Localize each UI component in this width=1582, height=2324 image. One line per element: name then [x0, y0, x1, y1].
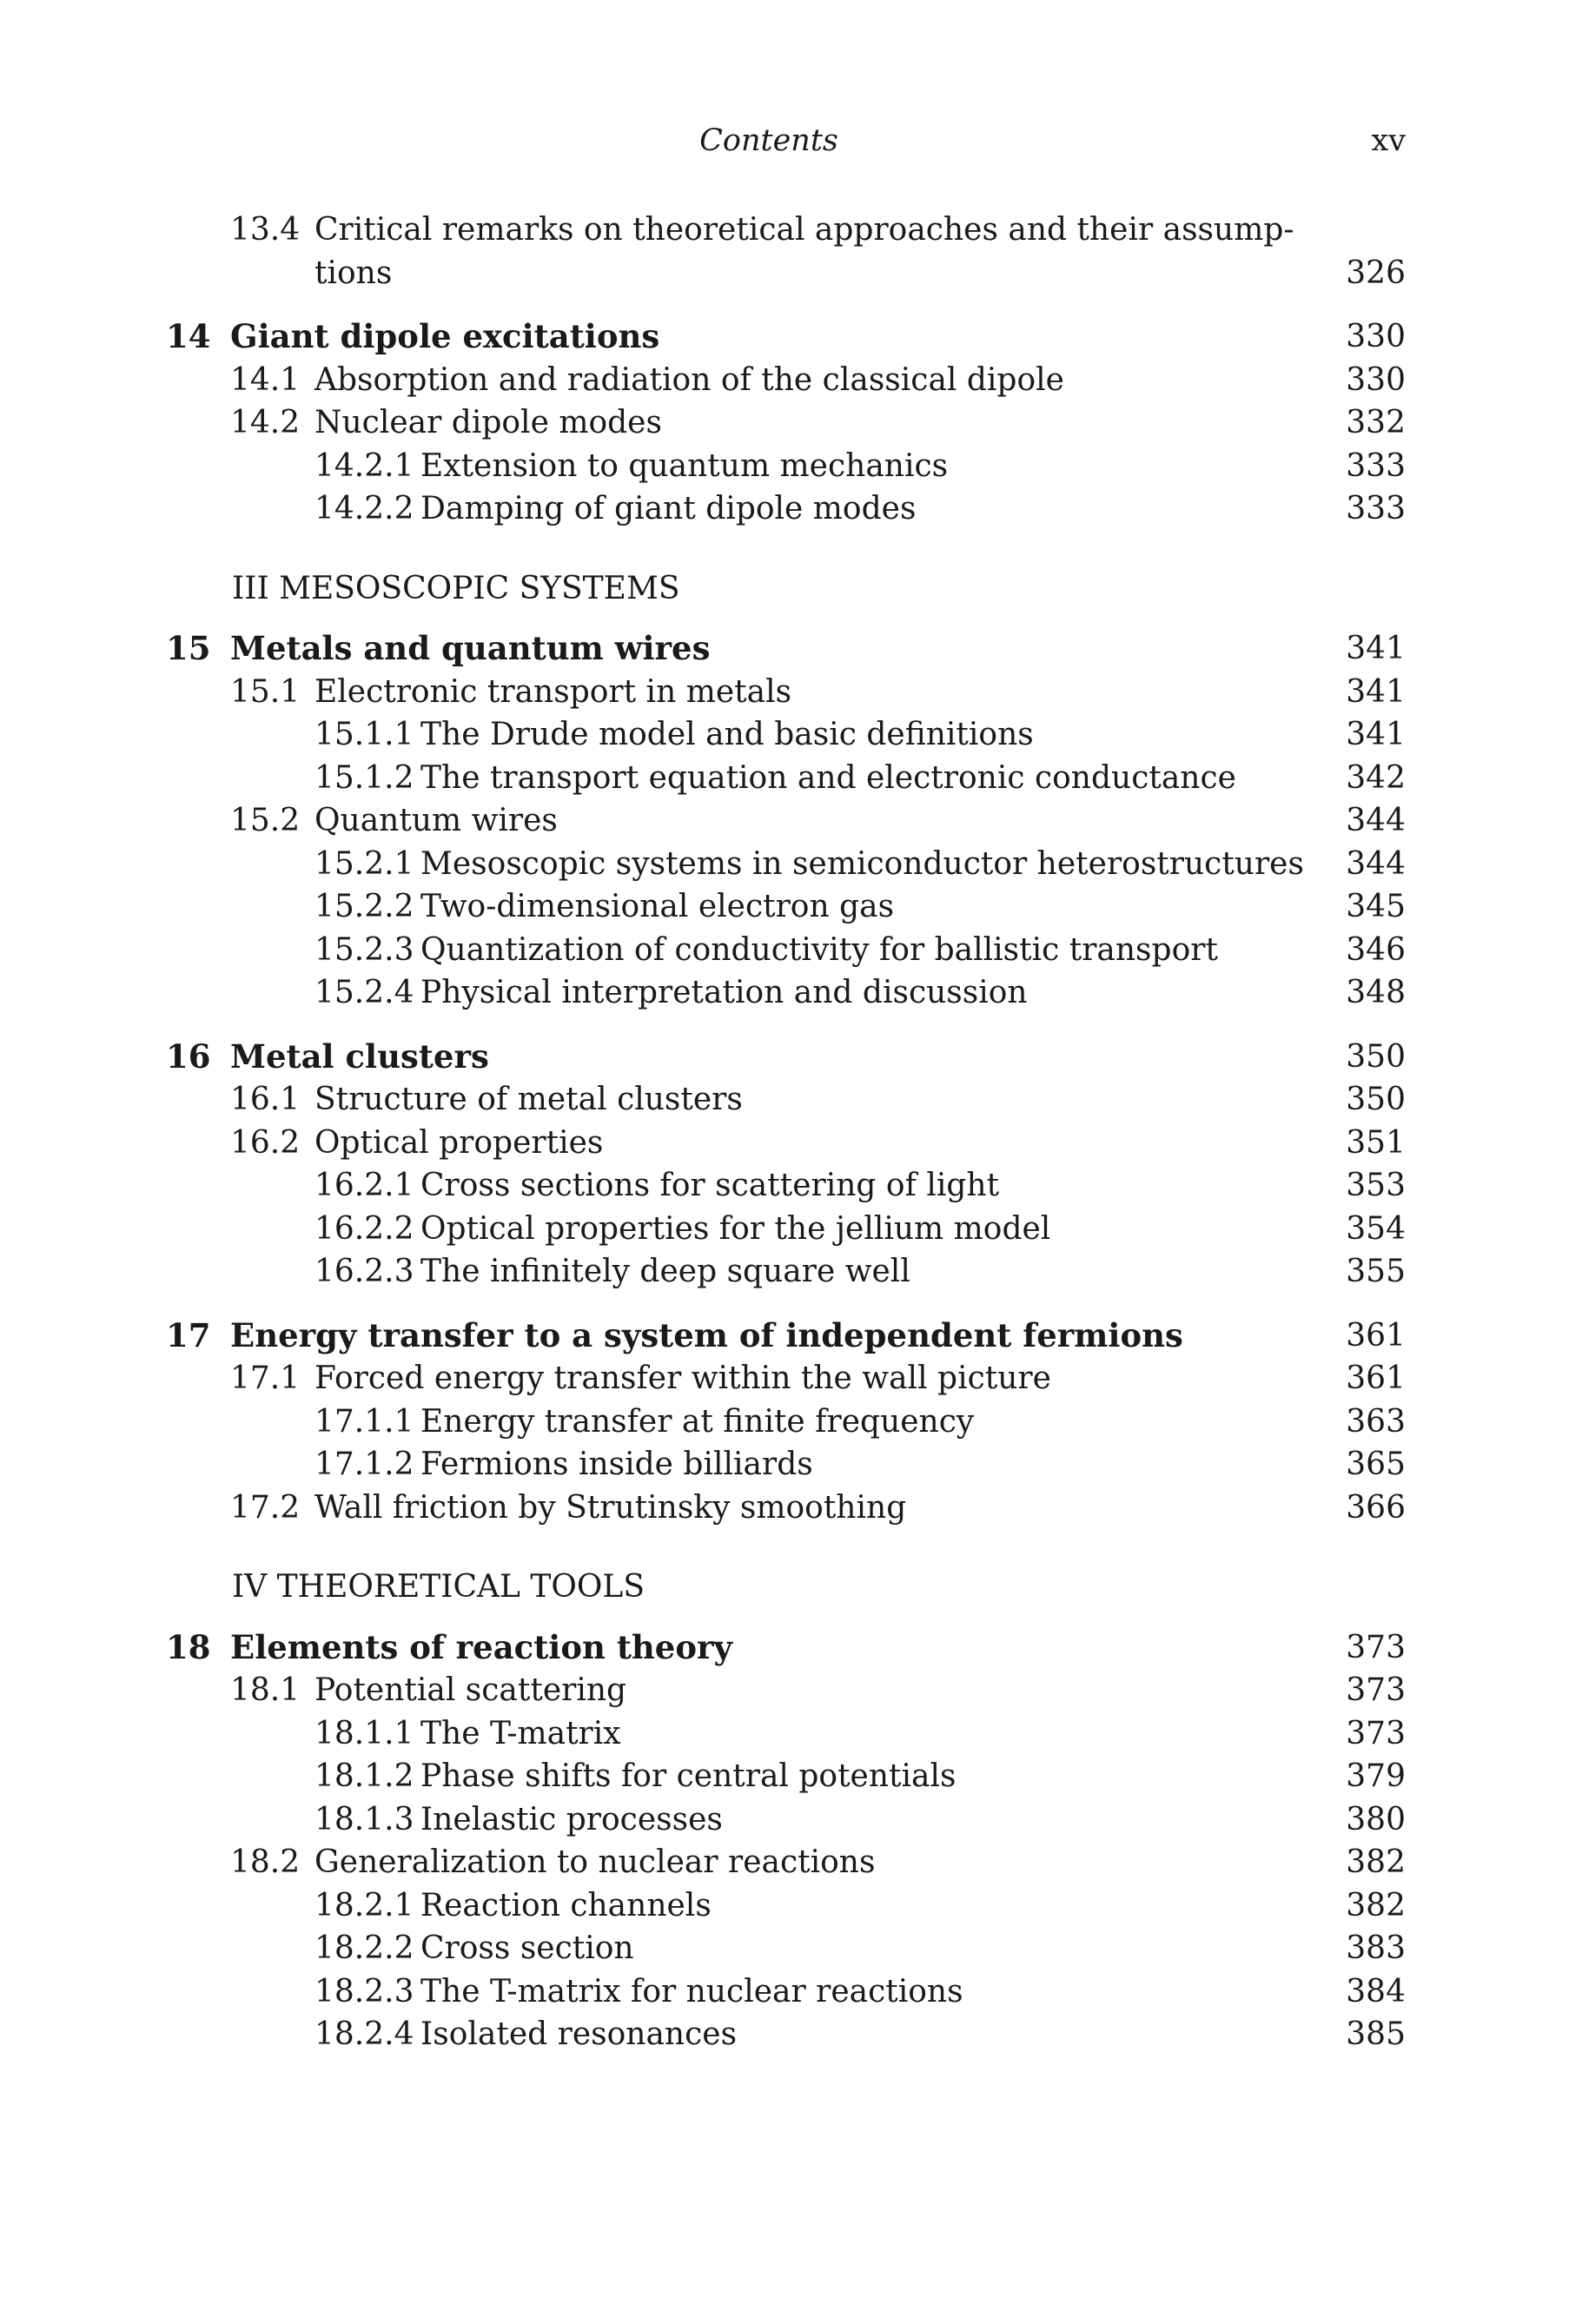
- page-ref: 351: [1346, 1124, 1406, 1161]
- chapter-title: Metal clusters: [230, 1036, 489, 1076]
- subsection-number: 16.2.1: [314, 1168, 414, 1203]
- section-number: 13.4: [230, 212, 301, 248]
- section-title: Optical properties: [314, 1124, 604, 1161]
- toc-entry-16-2: [0, 1122, 1582, 1165]
- subsection-title: Physical interpretation and discussion: [420, 975, 1028, 1010]
- page-ref: 341: [1346, 631, 1406, 666]
- section-number: 15.1: [230, 673, 301, 710]
- part-title: III MESOSCOPIC SYSTEMS: [232, 570, 680, 606]
- toc-entry-13-4: [0, 209, 1582, 252]
- section-title: Nuclear dipole modes: [314, 405, 662, 440]
- toc-entry-16-2-2: [0, 1208, 1582, 1251]
- chapter-number: 18: [166, 1627, 211, 1666]
- subsection-number: 17.1.1: [314, 1403, 414, 1440]
- subsection-title: The infinitely deep square well: [420, 1254, 910, 1289]
- toc-entry-18-1: [0, 1669, 1582, 1712]
- page-ref: 330: [1346, 361, 1406, 398]
- subsection-title: Energy transfer at finite frequency: [420, 1403, 975, 1440]
- section-title: Critical remarks on theoretical approaches and their assump-: [314, 212, 1294, 248]
- page-ref: 373: [1346, 1715, 1406, 1751]
- subsection-title: Fermions inside billiards: [420, 1447, 813, 1482]
- page-ref: 341: [1346, 717, 1406, 752]
- toc-entry-14-2: [0, 401, 1582, 445]
- toc-entry-16-2-3: [0, 1250, 1582, 1294]
- toc-entry-17-2: [0, 1486, 1582, 1530]
- subsection-title: Inelastic processes: [420, 1801, 723, 1837]
- subsection-title: The transport equation and electronic conductance: [420, 759, 1236, 796]
- page-ref: 361: [1346, 1317, 1406, 1354]
- page-ref: 384: [1346, 1973, 1406, 2009]
- page-ref: 383: [1346, 1930, 1406, 1966]
- toc-chapter-16: [0, 1036, 1582, 1079]
- section-title: Potential scattering: [314, 1672, 627, 1708]
- toc-entry-14-2-2: [0, 487, 1582, 531]
- toc-entry-18-1-2: [0, 1755, 1582, 1798]
- toc-entry-17-1: [0, 1357, 1582, 1400]
- page-ref: 341: [1346, 673, 1406, 710]
- toc-entry-15-2-3: [0, 929, 1582, 972]
- chapter-number: 14: [166, 317, 211, 355]
- toc-entry-13-4-continued: [0, 252, 1582, 295]
- chapter-title: Elements of reaction theory: [230, 1627, 733, 1666]
- chapter-number: 15: [166, 629, 211, 667]
- subsection-number: 14.2.2: [314, 491, 414, 526]
- subsection-title: The T-matrix for nuclear reactions: [420, 1973, 963, 2009]
- subsection-number: 15.2.4: [314, 975, 414, 1010]
- subsection-number: 15.1.1: [314, 717, 414, 752]
- section-number: 14.2: [230, 405, 301, 440]
- subsection-title: Phase shifts for central potentials: [420, 1758, 956, 1794]
- toc-entry-17-1-1: [0, 1400, 1582, 1444]
- toc-entry-16-2-1: [0, 1164, 1582, 1208]
- page-ref: 345: [1346, 889, 1406, 924]
- toc-entry-16-1: [0, 1078, 1582, 1122]
- section-title: Structure of metal clusters: [314, 1082, 743, 1117]
- toc-entry-17-1-2: [0, 1443, 1582, 1486]
- page-ref: 348: [1346, 975, 1406, 1010]
- toc-entry-15-1-1: [0, 713, 1582, 757]
- section-number: 16.2: [230, 1124, 301, 1161]
- toc-entry-18-2-4: [0, 2013, 1582, 2056]
- section-title: Wall friction by Strutinsky smoothing: [314, 1489, 907, 1526]
- toc-entry-15-2-2: [0, 885, 1582, 929]
- page-ref: 346: [1346, 931, 1406, 968]
- section-title: Absorption and radiation of the classical dipole: [314, 361, 1064, 398]
- toc-part-4: [0, 1566, 1582, 1609]
- toc-chapter-18: [0, 1626, 1582, 1670]
- subsection-title: The T-matrix: [420, 1715, 621, 1751]
- running-head: [0, 123, 1582, 165]
- page-ref: 366: [1346, 1489, 1406, 1526]
- page-ref: 355: [1346, 1254, 1406, 1289]
- toc-entry-14-2-1: [0, 445, 1582, 488]
- page-ref: 385: [1346, 2016, 1406, 2052]
- page-ref: 380: [1346, 1801, 1406, 1837]
- subsection-number: 18.2.3: [314, 1973, 414, 2009]
- subsection-title: Quantization of conductivity for ballistic transport: [420, 931, 1218, 968]
- page-ref: 342: [1346, 759, 1406, 796]
- section-title-continued: tions: [314, 255, 393, 291]
- page-ref: 365: [1346, 1447, 1406, 1482]
- subsection-number: 14.2.1: [314, 447, 414, 484]
- toc-entry-18-1-1: [0, 1712, 1582, 1756]
- subsection-number: 15.2.2: [314, 889, 414, 924]
- section-number: 18.2: [230, 1844, 301, 1880]
- chapter-number: 17: [166, 1315, 211, 1354]
- toc-entry-15-1-2: [0, 757, 1582, 800]
- chapter-title: Giant dipole excitations: [230, 317, 660, 355]
- subsection-number: 16.2.3: [314, 1254, 414, 1289]
- subsection-title: Cross section: [420, 1930, 634, 1966]
- subsection-title: Extension to quantum mechanics: [420, 447, 949, 484]
- page-ref: 326: [1346, 255, 1406, 291]
- toc-chapter-17: [0, 1314, 1582, 1358]
- subsection-number: 18.2.1: [314, 1887, 414, 1923]
- subsection-title: Reaction channels: [420, 1887, 712, 1923]
- section-title: Generalization to nuclear reactions: [314, 1844, 876, 1880]
- page-ref: 344: [1346, 845, 1406, 882]
- page-ref: 373: [1346, 1629, 1406, 1665]
- subsection-title: Two-dimensional electron gas: [420, 889, 895, 924]
- subsection-number: 15.1.2: [314, 759, 414, 796]
- page-ref: 353: [1346, 1168, 1406, 1203]
- page-ref: 332: [1346, 405, 1406, 440]
- subsection-number: 18.2.2: [314, 1930, 414, 1966]
- page-ref: 344: [1346, 803, 1406, 838]
- page-ref: 382: [1346, 1844, 1406, 1880]
- page-ref: 333: [1346, 491, 1406, 526]
- section-title: Quantum wires: [314, 803, 558, 838]
- section-number: 18.1: [230, 1672, 301, 1708]
- toc-entry-18-2-1: [0, 1884, 1582, 1928]
- toc-entry-15-2-1: [0, 843, 1582, 886]
- toc-entry-14-1: [0, 359, 1582, 402]
- subsection-number: 18.2.4: [314, 2016, 414, 2052]
- page-ref: 361: [1346, 1361, 1406, 1396]
- toc-entry-15-2-4: [0, 971, 1582, 1015]
- section-number: 14.1: [230, 361, 301, 398]
- subsection-number: 17.1.2: [314, 1447, 414, 1482]
- section-number: 15.2: [230, 803, 301, 838]
- page-ref: 333: [1346, 447, 1406, 484]
- page-ref: 363: [1346, 1403, 1406, 1440]
- page-ref: 350: [1346, 1038, 1406, 1075]
- chapter-number: 16: [166, 1036, 211, 1076]
- page-ref: 330: [1346, 319, 1406, 354]
- subsection-title: Mesoscopic systems in semiconductor heterostructures: [420, 845, 1304, 882]
- page-ref: 354: [1346, 1210, 1406, 1247]
- toc-entry-15-2: [0, 799, 1582, 843]
- section-number: 17.1: [230, 1361, 301, 1396]
- toc-chapter-15: [0, 627, 1582, 671]
- page-ref: 379: [1346, 1758, 1406, 1794]
- subsection-title: Cross sections for scattering of light: [420, 1168, 1000, 1203]
- toc-entry-18-1-3: [0, 1798, 1582, 1842]
- page-number: xv: [1371, 123, 1406, 158]
- page-ref: 373: [1346, 1672, 1406, 1708]
- section-number: 17.2: [230, 1489, 301, 1526]
- subsection-title: Isolated resonances: [420, 2016, 738, 2052]
- subsection-number: 15.2.1: [314, 845, 414, 882]
- subsection-title: The Drude model and basic definitions: [420, 717, 1034, 752]
- table-of-contents: [0, 209, 1582, 2056]
- toc-part-3: [0, 567, 1582, 611]
- toc-entry-15-1: [0, 671, 1582, 714]
- section-number: 16.1: [230, 1082, 301, 1117]
- subsection-number: 18.1.3: [314, 1801, 414, 1837]
- section-title: Forced energy transfer within the wall picture: [314, 1361, 1051, 1396]
- chapter-title: Metals and quantum wires: [230, 629, 711, 667]
- subsection-title: Optical properties for the jellium model: [420, 1210, 1051, 1247]
- subsection-number: 18.1.1: [314, 1715, 414, 1751]
- subsection-title: Damping of giant dipole modes: [420, 491, 917, 526]
- subsection-number: 16.2.2: [314, 1210, 414, 1247]
- subsection-number: 18.1.2: [314, 1758, 414, 1794]
- page-ref: 350: [1346, 1082, 1406, 1117]
- part-title: IV THEORETICAL TOOLS: [232, 1569, 645, 1605]
- page-ref: 382: [1346, 1887, 1406, 1923]
- running-title: Contents: [699, 123, 838, 158]
- section-title: Electronic transport in metals: [314, 673, 792, 710]
- chapter-title: Energy transfer to a system of independent fermions: [230, 1315, 1183, 1354]
- toc-entry-18-2-3: [0, 1970, 1582, 2014]
- subsection-number: 15.2.3: [314, 931, 414, 968]
- toc-entry-18-2: [0, 1841, 1582, 1884]
- toc-chapter-14: [0, 315, 1582, 359]
- toc-entry-18-2-2: [0, 1927, 1582, 1970]
